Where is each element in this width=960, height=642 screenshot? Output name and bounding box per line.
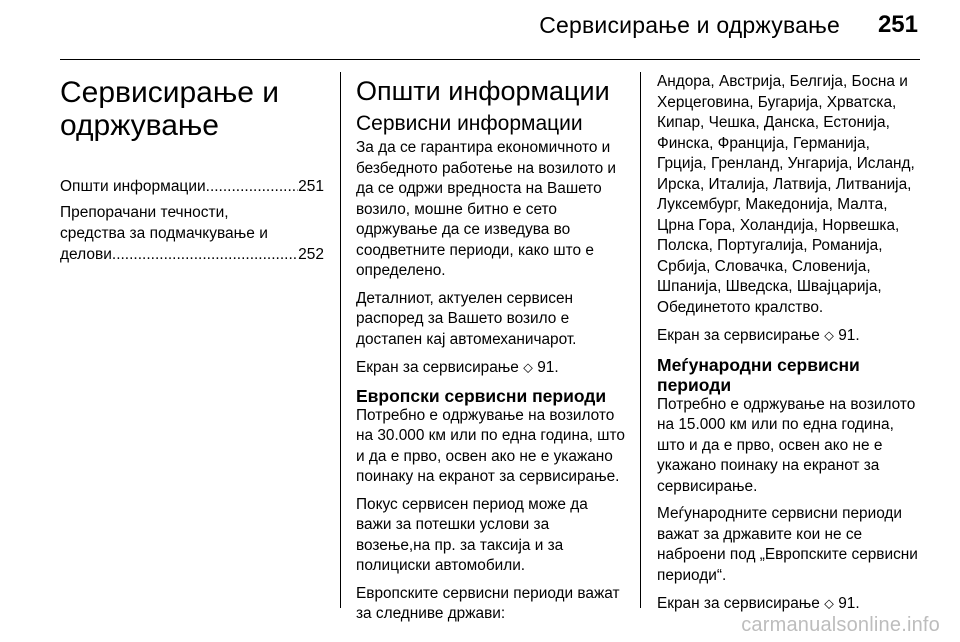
main-column xyxy=(356,72,626,632)
section-heading: Општи информации xyxy=(356,76,610,106)
running-header-title: Сервисирање и одржување xyxy=(539,12,840,38)
page-reference-arrow-icon: ⬦ xyxy=(824,595,834,611)
header-divider xyxy=(60,59,920,60)
toc-entry-page: 252 xyxy=(298,246,324,263)
column-divider-1 xyxy=(340,72,341,608)
toc-entry-page: 251 xyxy=(298,178,324,195)
subheading-european-intervals: Европски сервисни периоди xyxy=(356,385,607,406)
column-divider-2 xyxy=(640,72,641,608)
cross-reference[interactable]: Екран за сервисирање ⬦ 91. xyxy=(657,595,860,612)
chapter-column xyxy=(60,72,324,270)
toc-entry-label: делови xyxy=(60,246,112,263)
subsection-heading: Сервисни информации xyxy=(356,112,583,135)
cross-reference[interactable]: Екран за сервисирање ⬦ 91. xyxy=(356,359,559,376)
paragraph: Покус сервисен период може да важи за потешки услови за возење,на пр. за таксија и за полициски автомобили. xyxy=(356,495,588,574)
paragraph: Меѓународните сервисни периоди важат за државите кои не се наброени под „Европските сервисни периоди“. xyxy=(657,505,918,584)
subheading-international-intervals: Меѓународни сервисни периоди xyxy=(657,354,860,395)
page-reference-arrow-icon: ⬦ xyxy=(824,327,834,343)
toc-entry-general-info[interactable] xyxy=(60,176,324,197)
cross-reference[interactable]: Екран за сервисирање ⬦ 91. xyxy=(657,327,860,344)
page-reference-arrow-icon: ⬦ xyxy=(523,359,533,375)
right-column xyxy=(657,72,922,622)
paragraph: Потребно е одржување на возилото на 15.000 км или по една година, што и да е прво, освен ако не е укажано поинаку на екранот за сервисирање. xyxy=(657,395,916,495)
paragraph: Европските сервисни периоди важат за следниве држави: xyxy=(356,584,620,622)
toc-entry-label: Општи информации xyxy=(60,178,206,195)
watermark: carmanualsonline.info xyxy=(741,614,940,636)
paragraph: За да се гарантира економичното и безбедното работење на возилото и да се одржи вредноста на Вашето возило, мошне битно е сето одржување да се изведува во соодветните периоди, како што е определено. xyxy=(356,139,617,279)
paragraph: Потребно е одржување на возилото на 30.000 км или по една година, што и да е прво, освен ако не е укажано поинаку на екранот за сервисирање. xyxy=(356,406,625,485)
toc-entry-recommended-fluids[interactable]: Препорачани течности, средства за подмачкување и делови ..... 252 xyxy=(60,202,324,265)
page-number: 251 xyxy=(877,11,918,38)
country-list: Андора, Австрија, Белгија, Босна и Херцеговина, Бугарија, Хрватска, Кипар, Чешка, Данска, Естонија, Финска, Франција, Германија, Грција, Гренланд, Унгарија, Исланд, Ирска, Италија, Латвија, Литванија, Луксембург, Македонија, Малта, Црна Гора, Холандија, Норвешка, Полска, Португалија, Романија, Србија, Словачка, Словенија, Шпанија, Шведска, Швајцарија, Обединетото кралство. xyxy=(657,73,915,316)
chapter-title: Сервисирање и одржување xyxy=(60,76,280,142)
table-of-contents xyxy=(60,176,324,265)
paragraph: Деталниот, актуелен сервисен распоред за Вашето возило е достапен кај автомеханичарот. xyxy=(356,289,577,348)
